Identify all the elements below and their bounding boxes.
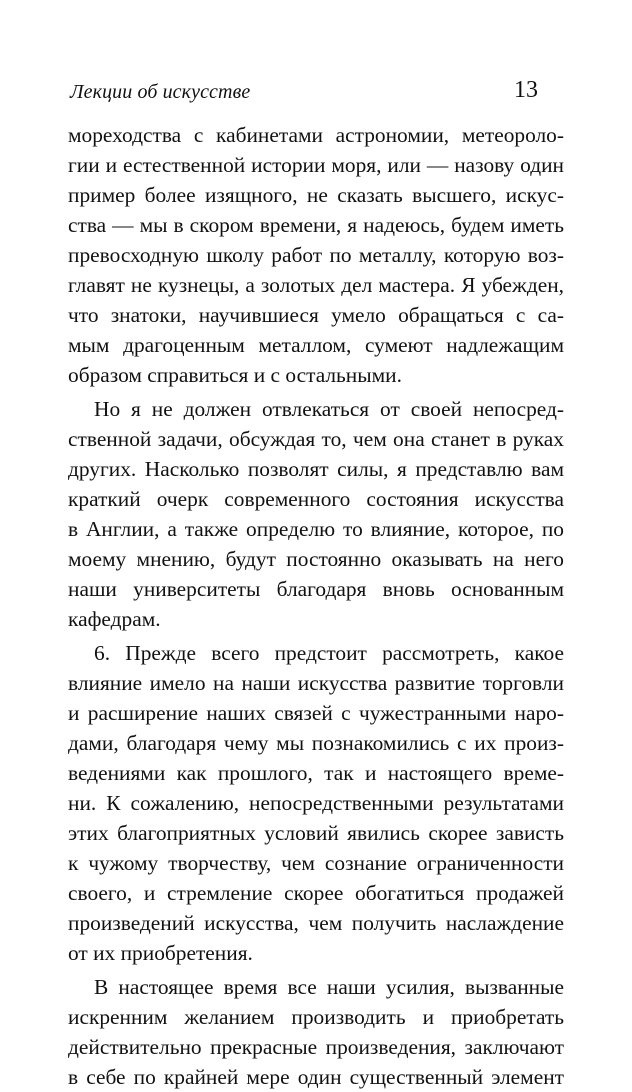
text-line: что знатоки, научившиеся умело обращаться с са-	[68, 303, 564, 327]
text-line: действительно прекрасные произведения, заключают	[68, 1035, 564, 1059]
text-line: в себе по крайней мере один существенный элемент	[68, 1065, 564, 1089]
text-line: от их приобретения.	[68, 941, 253, 965]
text-line: и расширение наших связей с чужестранными наро-	[68, 701, 564, 725]
text-line: кафедрам.	[68, 607, 161, 631]
text-line: главят не кузнецы, а золотых дел мастера. Я убежден,	[68, 273, 564, 297]
text-line: произведений искусства, чем получить наслаждение	[68, 911, 564, 935]
text-line: гии и естественной истории моря, или — назову один	[68, 153, 564, 177]
text-line: ственной задачи, обсуждая то, чем она станет в руках	[68, 427, 564, 451]
paragraph	[68, 394, 564, 634]
text-line: к чужому творчеству, чем сознание ограниченности	[68, 851, 564, 875]
text-line: ства — мы в скором времени, я надеюсь, будем иметь	[68, 213, 564, 237]
text-line: в Англии, а также определю то влияние, которое, по	[68, 517, 564, 541]
text-line: В настоящее время все наши усилия, вызванные	[94, 975, 564, 999]
running-head	[70, 79, 538, 109]
text-line: ни. К сожалению, непосредственными результатами	[68, 791, 564, 815]
text-line: этих благоприятных условий явились скорее зависть	[68, 821, 564, 845]
text-line: наши университеты благодаря вновь основанным	[68, 577, 564, 601]
text-line: превосходную школу работ по металлу, которую воз-	[68, 243, 564, 267]
text-line: пример более изящного, не сказать высшего, искус-	[68, 183, 564, 207]
text-line: мореходства с кабинетами астрономии, метеороло-	[68, 123, 564, 147]
paragraph	[68, 638, 564, 968]
text-line: дами, благодаря чему мы познакомились с их произ-	[68, 731, 564, 755]
text-line: других. Насколько позволят силы, я представлю вам	[68, 457, 564, 481]
text-line: своего, и стремление скорее обогатиться продажей	[68, 881, 564, 905]
text-line: образом справиться и с остальными.	[68, 363, 402, 387]
text-line: краткий очерк современного состояния искусства	[68, 487, 564, 511]
paragraph	[68, 972, 564, 1092]
text-line: моему мнению, будут постоянно оказывать на него	[68, 547, 564, 571]
text-line: влияние имело на наши искусства развитие торговли	[68, 671, 564, 695]
running-title: Лекции об искусстве	[70, 81, 251, 103]
text-line: мым драгоценным металлом, сумеют надлежащим	[68, 333, 564, 357]
page-number: 13	[514, 77, 538, 103]
text-line: 6. Прежде всего предстоит рассмотреть, какое	[94, 641, 564, 665]
text-line: Но я не должен отвлекаться от своей непосред-	[94, 397, 564, 421]
text-line: ведениями как прошлого, так и настоящего време-	[68, 761, 564, 785]
paragraph	[68, 120, 564, 390]
body-text	[68, 120, 564, 1092]
text-line: искренним желанием производить и приобретать	[68, 1005, 564, 1029]
